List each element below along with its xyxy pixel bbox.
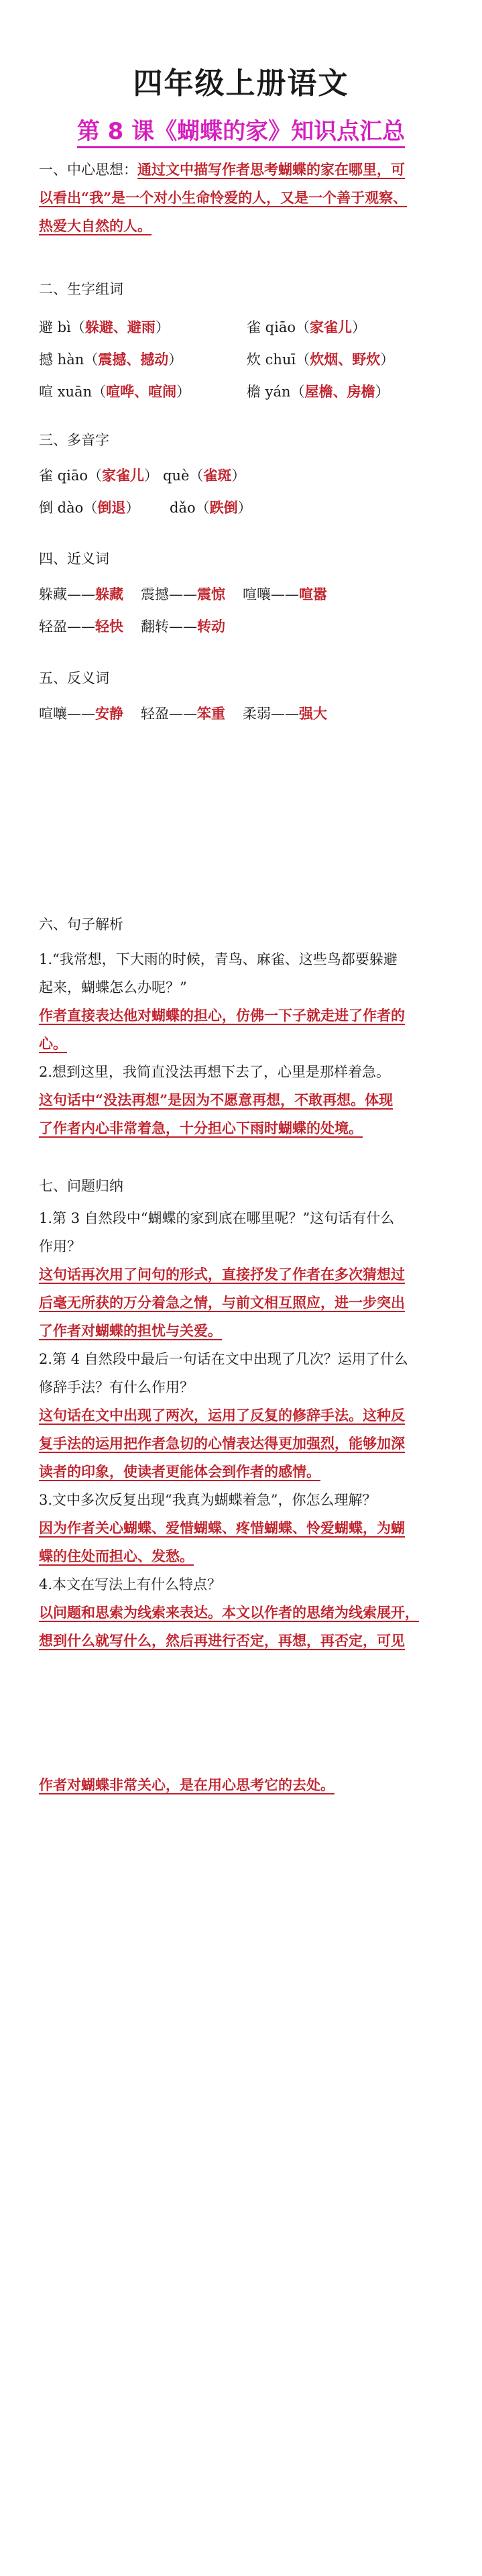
answer-text: 这句话再次用了问句的形式，直接抒发了作者在多次猜想过 [39,1266,405,1283]
polyphone-entry: dǎo（跌倒） [170,499,252,516]
polyphone-row [39,460,468,492]
section-heading: 四、近义词 [39,551,109,567]
answer-text: 以问题和思索为线索来表达。本文以作者的思绪为线索展开， [39,1604,419,1621]
question-text: 4.本文在写法上有什么特点？ [39,1576,222,1593]
question-text: 修辞手法？有什么作用？ [39,1379,194,1395]
question-text: 3.文中多次反复出现“我真为蝴蝶着急”，你怎么理解？ [39,1492,377,1508]
section-heading: 五、反义词 [39,670,109,686]
answer-text: 热爱大自然的人。 [39,217,152,234]
word-row [39,376,468,408]
word-entry: 雀 qiāo（家雀儿） [247,319,366,335]
section-heading: 三、多音字 [39,432,109,448]
section-sentence-analysis [39,910,468,1142]
answer-text: 作者对蝴蝶非常关心，是在用心思考它的去处。 [39,1776,335,1793]
question-text: 作用？ [39,1238,81,1254]
section-antonyms [39,664,468,730]
answer-text: 了作者内心非常着急，十分担心下雨时蝴蝶的处境。 [39,1120,363,1136]
word-entry: 避 bì（躲避、避雨） [39,319,170,335]
answer-text: 心。 [39,1035,67,1052]
antonym-row [39,698,468,730]
answer-text: 这句话中“没法再想”是因为不愿意再想，不敢再想。体现 [39,1091,394,1108]
word-entry: 喧 xuān（喧哗、喧闹） [39,383,191,400]
word-entry: 撼 hàn（震撼、撼动） [39,351,183,368]
answer-text: 这句话在文中出现了两次，运用了反复的修辞手法。这种反 [39,1407,405,1424]
antonym-entry: 柔弱——强大 [243,705,327,722]
polyphone-row [39,492,468,524]
section-question-summary [39,1172,468,1655]
synonym-row [39,610,468,643]
polyphone-entry: què（雀斑） [163,467,246,484]
word-row [39,311,468,343]
synonym-entry: 喧嚷——喧嚣 [243,586,327,602]
synonym-entry: 震撼——震惊 [141,586,225,602]
answer-text: 读者的印象，使读者更能体会到作者的感情。 [39,1463,320,1480]
answer-text: 通过文中描写作者思考蝴蝶的家在哪里，可 [137,161,405,178]
question-text: 2.第 4 自然段中最后一句话在文中出现了几次？运用了什么 [39,1351,408,1367]
lesson-subtitle [0,113,482,146]
synonym-entry: 轻盈——轻快 [39,618,123,635]
synonym-row [39,578,468,610]
section-heading: 六、句子解析 [39,916,123,932]
synonym-entry: 翻转——转动 [141,618,225,635]
answer-text: 因为作者关心蝴蝶、爱惜蝴蝶、疼惜蝴蝶、怜爱蝴蝶，为蝴 [39,1519,405,1536]
section-heading: 七、问题归纳 [39,1178,123,1194]
antonym-entry: 轻盈——笨重 [141,705,225,722]
answer-text: 想到什么就写什么，然后再进行否定，再想，再否定，可见 [39,1632,405,1649]
antonym-entry: 喧嚷——安静 [39,705,123,722]
question-text: 2.想到这里，我简直没法再想下去了，心里是那样着急。 [39,1064,391,1080]
lesson-subtitle-text: 第 8 课《蝴蝶的家》知识点汇总 [77,118,405,148]
answer-text: 了作者对蝴蝶的担忧与关爱。 [39,1322,222,1339]
answer-text: 后毫无所获的万分着急之情，与前文相互照应，进一步突出 [39,1294,405,1311]
polyphone-entry: 雀 qiāo（家雀儿） [39,467,158,484]
section-new-words [39,275,468,408]
section-heading: 二、生字组词 [39,281,123,297]
section-polyphones [39,426,468,524]
answer-text: 蝶的住处而担心、发愁。 [39,1548,194,1564]
answer-text: 以看出“我”是一个对小生命怜爱的人，又是一个善于观察、 [39,189,408,206]
synonym-entry: 躲藏——躲藏 [39,586,123,602]
word-entry: 炊 chuī（炊烟、野炊） [247,351,395,368]
answer-text: 作者直接表达他对蝴蝶的担心，仿佛一下子就走进了作者的 [39,1007,405,1024]
section-central-idea [39,156,468,240]
word-entry: 檐 yán（屋檐、房檐） [247,383,389,400]
section-synonyms [39,545,468,643]
question-text: 1.第 3 自然段中“蝴蝶的家到底在哪里呢？”这句话有什么 [39,1210,395,1226]
question-text: 起来，蝴蝶怎么办呢？” [39,979,187,996]
answer-continuation [39,1771,468,1799]
answer-text: 复手法的运用把作者急切的心情表达得更加强烈，能够加深 [39,1435,405,1452]
section-heading: 一、中心思想： [39,162,137,178]
word-row [39,343,468,376]
polyphone-entry: 倒 dào（倒退） [39,499,140,516]
question-text: 1.“我常想，下大雨的时候，青鸟、麻雀、这些鸟都要躲避 [39,951,398,967]
page-title: 四年级上册语文 [133,66,349,101]
